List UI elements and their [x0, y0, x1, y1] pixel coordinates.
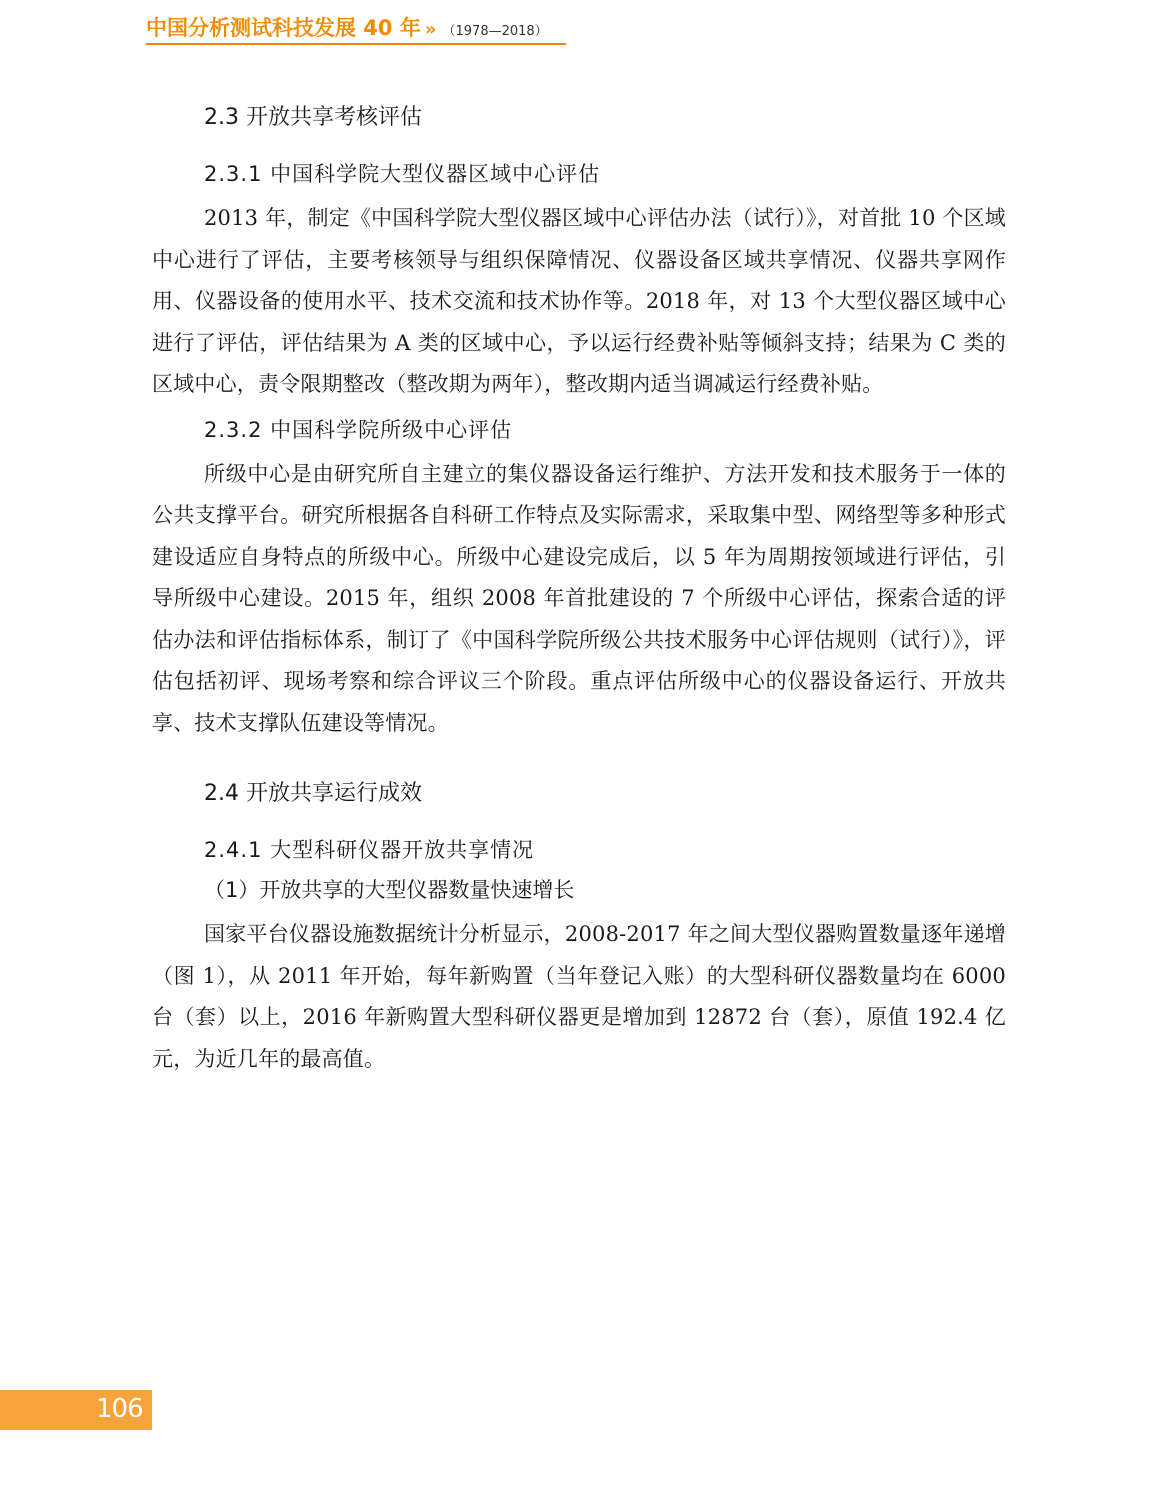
double-chevron-icon: » [424, 19, 437, 40]
section-heading-2-3: 2.3 开放共享考核评估 [204, 105, 422, 130]
paragraph-2-3-1: 2013 年，制定《中国科学院大型仪器区域中心评估办法（试行）》，对首批 10 个区域中心进行了评估，主要考核领导与组织保障情况、仪器设备区域共享情况、仪器共享网作用、仪器设备的使用水平、技术交流和技术协作等。2018 年，对 13 个大型仪器区域中心进行了评估，评估结果为 A 类的区域中心，予以运行经费补贴等倾斜支持；结果为 C 类的区域中心，责令限期整改（整改期为两年），整改期内适当调减运行经费补贴。 [152, 206, 1006, 396]
section-heading-2-4: 2.4 开放共享运行成效 [204, 781, 422, 806]
year-range: （1978—2018） [442, 24, 548, 39]
subsection-heading-2-3-2: 2.3.2 中国科学院所级中心评估 [204, 417, 513, 442]
paragraph-2-3-2: 所级中心是由研究所自主建立的集仪器设备运行维护、方法开发和技术服务于一体的公共支撑平台。研究所根据各自科研工作特点及实际需求，采取集中型、网络型等多种形式建设适应自身特点的所级中心。所级中心建设完成后，以 5 年为周期按领域进行评估，引导所级中心建设。2015 年，组织 2008 年首批建设的 7 个所级中心评估，探索合适的评估办法和评估指标体系，制订了《中国科学院所级公共技术服务中心评估规则（试行）》，评估包括初评、现场考察和综合评议三个阶段。重点评估所级中心的仪器设备运行、开放共享、技术支撑队伍建设等情况。 [152, 461, 1006, 735]
running-header [146, 12, 548, 46]
page-body [152, 102, 1006, 1088]
paragraph-2-4-1: 国家平台仪器设施数据统计分析显示，2008-2017 年之间大型仪器购置数量逐年递增（图 1），从 2011 年开始，每年新购置（当年登记入账）的大型科研仪器数量均在 6000 台（套）以上，2016 年新购置大型科研仪器更是增加到 12872 台（套），原值 192.4 亿元，为近几年的最高值。 [152, 922, 1006, 1071]
book-title: 中国分析测试科技发展 40 年 [146, 16, 421, 40]
subsection-heading-2-4-1: 2.4.1 大型科研仪器开放共享情况 [204, 838, 535, 862]
item-heading-1: （1）开放共享的大型仪器数量快速增长 [204, 878, 575, 902]
page-number: 106 [96, 1394, 143, 1424]
subsection-heading-2-3-1: 2.3.1 中国科学院大型仪器区域中心评估 [204, 162, 601, 186]
header-underline [146, 43, 566, 45]
